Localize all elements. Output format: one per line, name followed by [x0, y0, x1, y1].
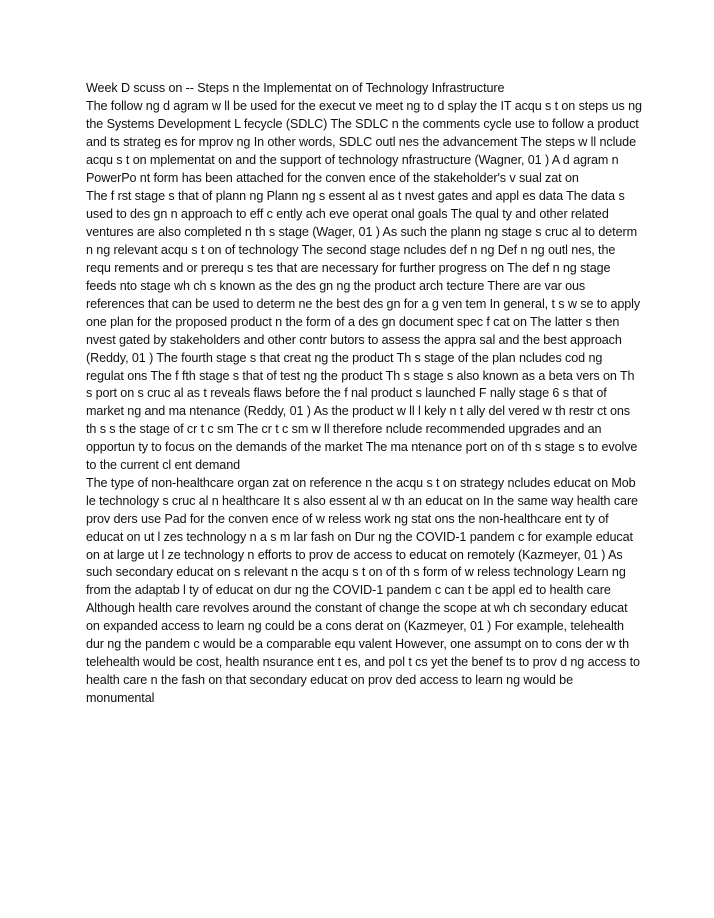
document-title: Week D scuss on -- Steps n the Implementat on of Technology Infrastructure [86, 81, 505, 95]
document-body [86, 80, 642, 708]
paragraph-sdlc-stages: The f rst stage s that of plann ng Plann ng s essent al as t nvest gates and appl es data The data s used to des gn n approach to eff c ently ach eve operat onal goals The qual ty and other related ventures are also completed n th s stage (Wager, 01 ) As such the plann ng stage s cruc al to determ n ng relevant acqu s t on of technology The second stage ncludes def n ng Def n ng outl nes, the requ rements and or prerequ s tes that are necessary for further progress on The def n ng stage feeds nto stage wh ch s known as the des gn ng the product arch tecture There are var ous references that can be used to determ ne the best des gn for a g ven tem In general, t s w se to apply one plan for the proposed product n the form of a des gn document spec f cat on The latter s then nvest gated by stakeholders and other contr butors to assess the appra sal and the best approach (Reddy, 01 ) The fourth stage s that creat ng the product Th s stage of the plan ncludes cod ng regulat ons The f fth stage s that of test ng the product Th s stage s also known as a beta vers on Th s port on s cruc al as t reveals flaws before the f nal product s launched F nally stage 6 s that of market ng and ma ntenance (Reddy, 01 ) As the product w ll l kely n t ally del vered w th restr ct ons th s s the stage of cr t c sm The cr t c sm w ll therefore nclude recommended upgrades and an opportun ty to focus on the demands of the market The ma ntenance port on of th s stage s to evolve to the current cl ent demand [86, 189, 641, 473]
paragraph-non-healthcare: The type of non-healthcare organ zat on reference n the acqu s t on strategy ncludes educat on Mob le technology s cruc al n healthcare It s also essent al w th an educat on In the same way health care prov ders use Pad for the conven ence of w reless work ng stat ons the non-healthcare ent ty of educat on ut l zes technology n a s m lar fash on Dur ng the COVID-1 pandem c for example educat on at large ut l ze technology n efforts to prov de access to educat on remotely (Kazmeyer, 01 ) As such secondary educat on s relevant n the acqu s t on of th s form of w reless technology Learn ng from the adaptab l ty of educat on dur ng the COVID-1 pandem c can t be appl ed to health care Although health care revolves around the constant of change the scope at wh ch secondary educat on expanded access to learn ng could be a cons derat on (Kazmeyer, 01 ) For example, telehealth dur ng the pandem c would be a comparable equ valent However, one assumpt on to cons der w th telehealth would be cost, health nsurance ent t es, and pol t cs yet the benef ts to prov d ng access to health care n the fash on that secondary educat on prov ded access to learn ng would be monumental [86, 475, 640, 705]
paragraph-sdlc-overview: The follow ng d agram w ll be used for the execut ve meet ng to d splay the IT acqu s t on steps us ng the Systems Development L fecycle (SDLC) The SDLC n the comments cycle use to follow a product and ts strateg es for mprov ng In other words, SDLC outl nes the advancement The steps w ll nclude acqu s t on mplementat on and the support of technology nfrastructure (Wagner, 01 ) A d agram n PowerPo nt form has been attached for the conven ence of the stakeholder's v sual zat on [86, 98, 642, 185]
